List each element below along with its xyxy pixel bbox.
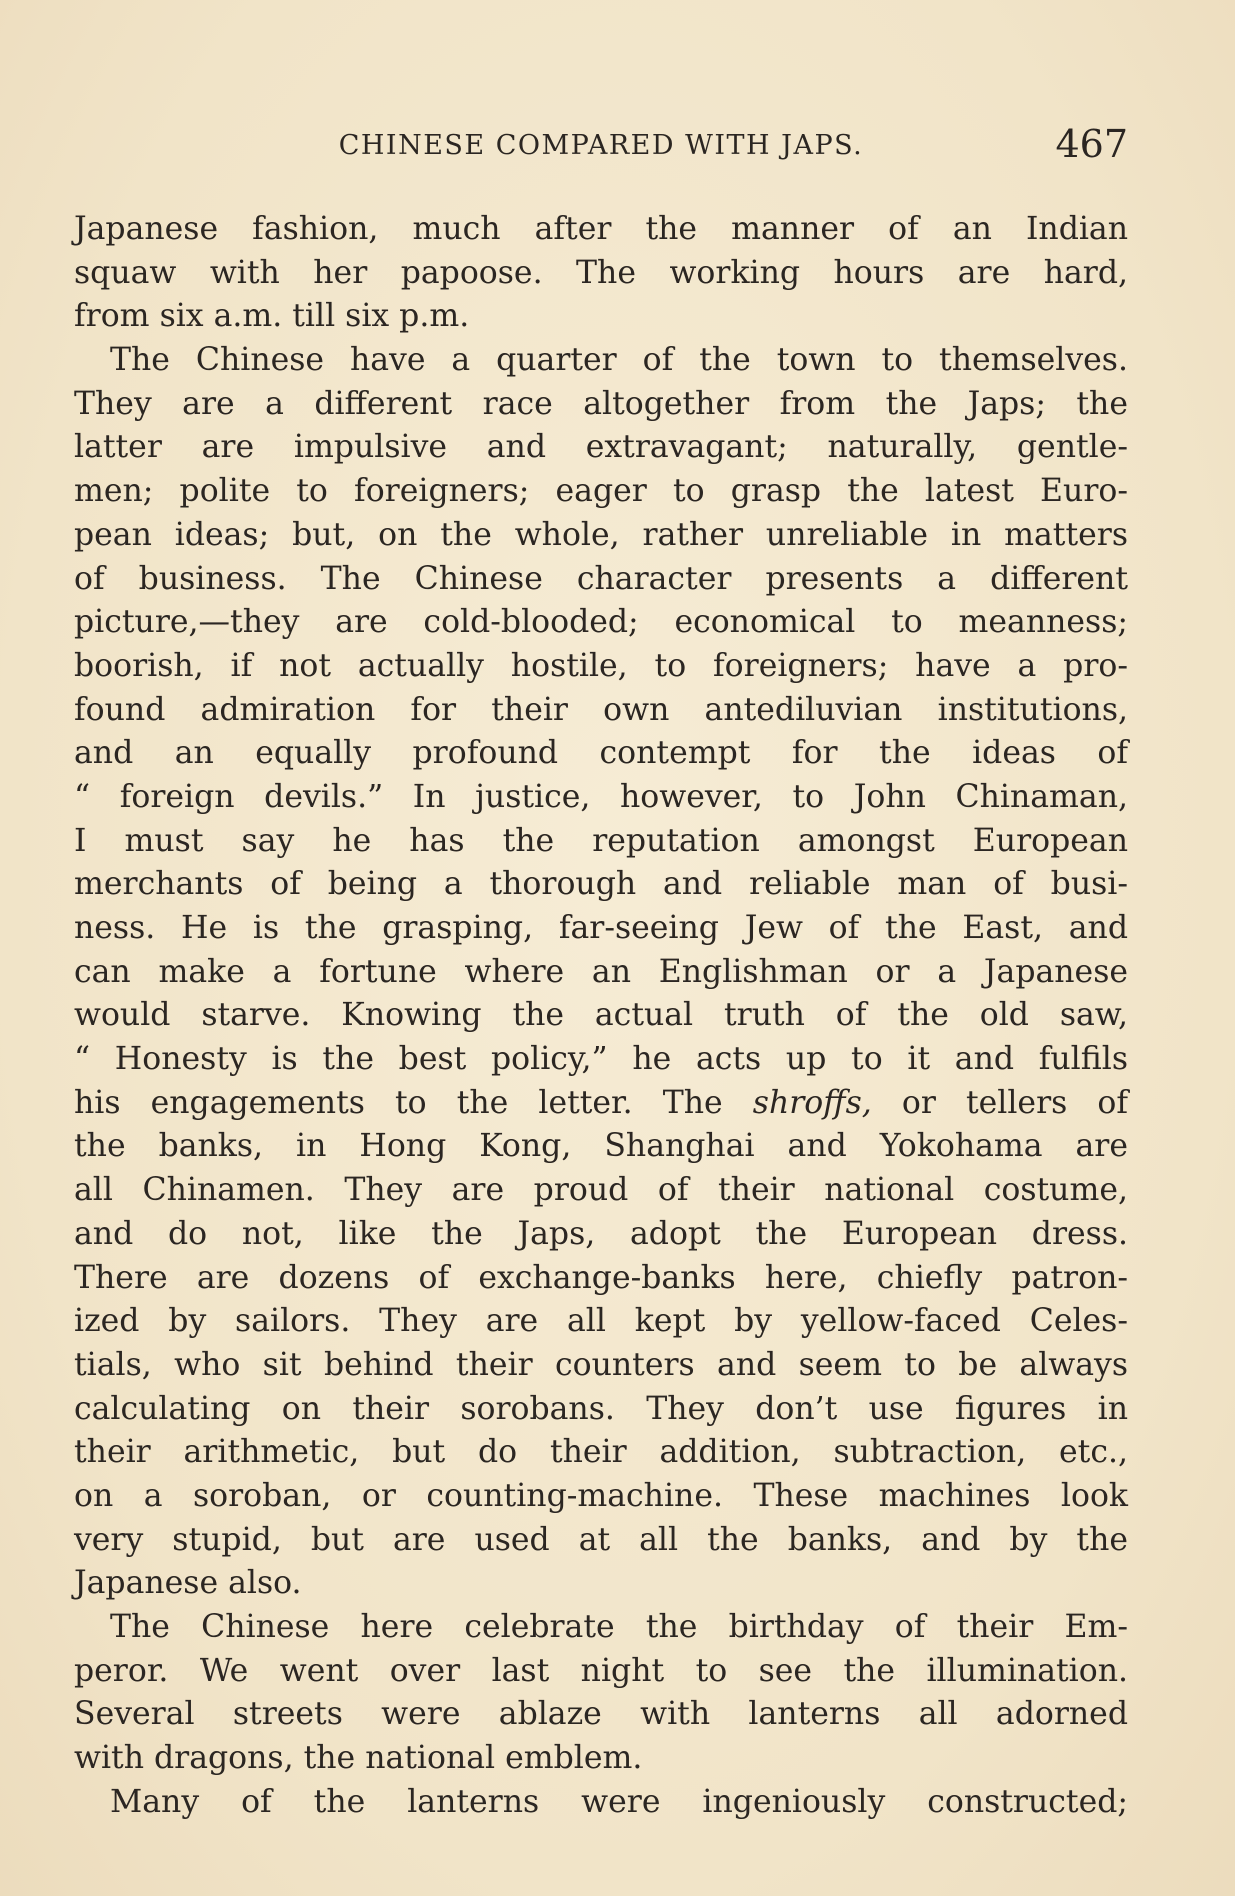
text-line: ness. He is the grasping, far-seeing Jew of the East, and	[74, 910, 1128, 946]
text-line: men; polite to foreigners; eager to grasp the latest Euro-	[74, 473, 1128, 510]
text-line: The Chinese here celebrate the birthday of their Em-	[110, 1609, 1128, 1645]
text-line: on a soroban, or counting-machine. These machines look	[74, 1477, 1128, 1514]
text-line: calculating on their sorobans. They don’t use figures in	[74, 1390, 1128, 1427]
text-line: “ foreign devils.” In justice, however, to John Chinaman,	[74, 778, 1128, 815]
text-segment: or tellers of	[901, 1084, 1129, 1121]
text-line: They are a different race altogether from the Japs; the	[74, 385, 1128, 422]
text-line: of business. The Chinese character presents a different	[74, 560, 1128, 597]
text-line: with dragons, the national emblem.	[74, 1740, 643, 1777]
text-line: pean ideas; but, on the whole, rather unreliable in matters	[74, 516, 1128, 553]
text-line: latter are impulsive and extravagant; naturally, gentle-	[74, 429, 1128, 466]
text-line: “ Honesty is the best policy,” he acts up to it and fulfils	[74, 1041, 1128, 1078]
text-line: boorish, if not actually hostile, to foreigners; have a pro-	[74, 647, 1128, 684]
text-line: Several streets were ablaze with lanterns all adorned	[74, 1696, 1128, 1733]
body-text	[74, 208, 1128, 1824]
text-line: Many of the lanterns were ingeniously constructed;	[110, 1783, 1128, 1820]
text-line: squaw with her papoose. The working hours are hard,	[74, 254, 1128, 291]
text-line: I must say he has the reputation amongst European	[74, 822, 1128, 859]
page-number: 467	[1055, 122, 1128, 166]
text-line	[74, 1082, 1128, 1126]
text-line: and an equally profound contempt for the ideas of	[74, 735, 1128, 772]
text-line: Japanese also.	[74, 1565, 302, 1602]
text-line: picture,—they are cold-blooded; economical to meanness;	[74, 604, 1128, 641]
text-line: found admiration for their own antediluvian institutions,	[74, 691, 1128, 728]
text-line: There are dozens of exchange-banks here, chiefly patron-	[74, 1259, 1128, 1296]
text-line: from six a.m. till six p.m.	[74, 298, 470, 335]
text-segment: his engagements to the letter. The	[74, 1084, 723, 1121]
text-line: their arithmetic, but do their addition, subtraction, etc.,	[74, 1434, 1128, 1471]
page-header	[74, 122, 1128, 172]
text-line: would starve. Knowing the actual truth of the old saw,	[74, 997, 1128, 1034]
text-line: The Chinese have a quarter of the town to themselves.	[110, 342, 1128, 379]
text-line: peror. We went over last night to see the illumination.	[74, 1652, 1128, 1689]
text-line: can make a fortune where an Englishman or a Japanese	[74, 953, 1128, 990]
text-line: very stupid, but are used at all the banks, and by the	[74, 1521, 1128, 1558]
text-line: all Chinamen. They are proud of their national costume,	[74, 1172, 1128, 1209]
running-head: CHINESE COMPARED WITH JAPS.	[338, 130, 864, 161]
text-line: merchants of being a thorough and reliable man of busi-	[74, 866, 1128, 903]
italic-term: shroffs,	[752, 1084, 872, 1121]
text-line: the banks, in Hong Kong, Shanghai and Yokohama are	[74, 1128, 1128, 1165]
text-line: ized by sailors. They are all kept by yellow-faced Celes-	[74, 1303, 1128, 1340]
text-line: and do not, like the Japs, adopt the European dress.	[74, 1215, 1128, 1252]
text-line: Japanese fashion, much after the manner of an Indian	[74, 211, 1128, 247]
text-line: tials, who sit behind their counters and seem to be always	[74, 1346, 1128, 1383]
